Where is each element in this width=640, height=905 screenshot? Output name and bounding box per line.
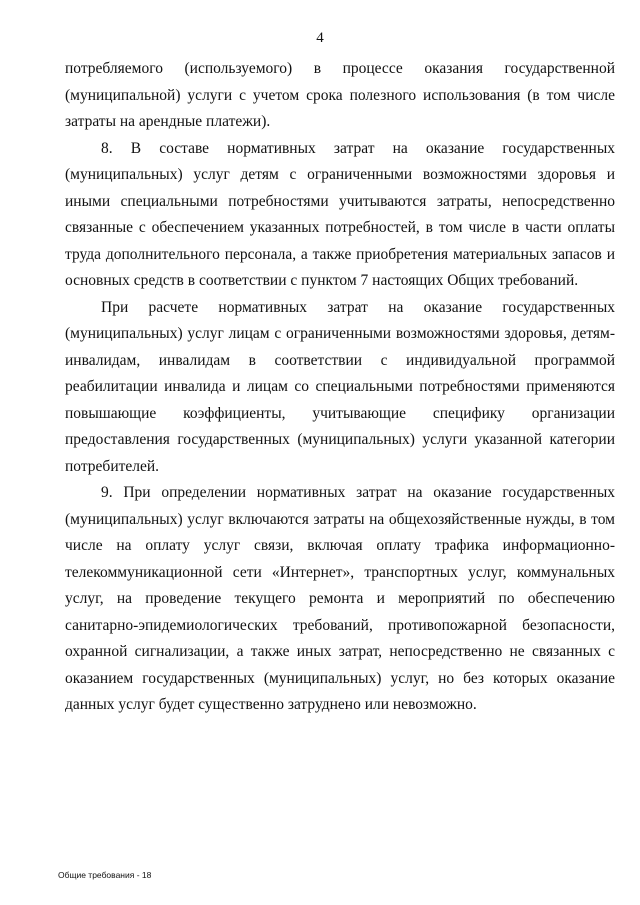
paragraph-coefficients: При расчете нормативных затрат на оказание государственных (муниципальных) услуг лицам с ограниченными возможностями здоровья, детям-инвалидам, инвалидам в соответствии с индивидуальной программой реабилитации инвалида и лицам со специальными потребностями применяются повышающие коэффициенты, учитывающие специфику организации предоставления государственных (муниципальных) услуги указанной категории потребителей.: [65, 298, 615, 475]
paragraph-continuation: потребляемого (используемого) в процессе оказания государственной (муниципальной) услуги с учетом срока полезного использования (в том числе затраты на арендные платежи).: [65, 60, 615, 130]
paragraph-item-9: 9. При определении нормативных затрат на оказание государственных (муниципальных) услуг включаются затраты на общехозяйственные нужды, в том числе на оплату услуг связи, включая оплату трафика информационно-телекоммуникационной сети «Интернет», транспортных услуг, коммунальных услуг, на проведение текущего ремонта и мероприятий по обеспечению санитарно-эпидемиологических требований, противопожарной безопасности, охранной сигнализации, а также иных затрат, непосредственно не связанных с оказанием государственных (муниципальных) услуг, но без которых оказание данных услуг будет существенно затруднено или невозможно.: [65, 484, 615, 713]
page-number: 4: [316, 30, 324, 46]
document-body: [65, 56, 615, 719]
footer-label: Общие требования - 18: [58, 870, 152, 880]
paragraph-item-8: 8. В составе нормативных затрат на оказание государственных (муниципальных) услуг детям с ограниченными возможностями здоровья и иными специальными потребностями учитываются затраты, непосредственно связанные с обеспечением указанных потребностей, в том числе в части оплаты труда дополнительного персонала, а также приобретения материальных запасов и основных средств в соответствии с пунктом 7 настоящих Общих требований.: [65, 139, 615, 289]
